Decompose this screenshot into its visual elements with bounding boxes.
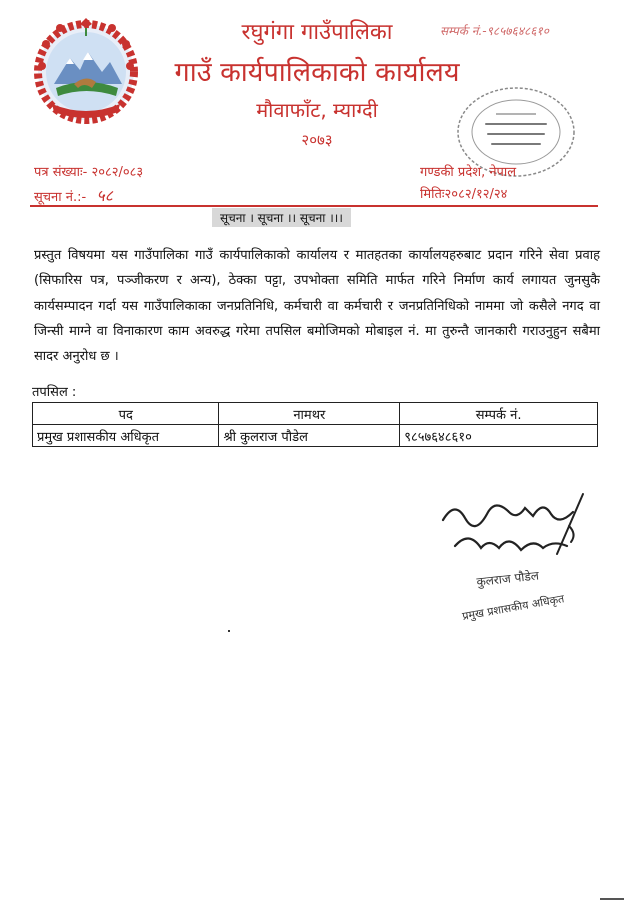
office-name: गाउँ कार्यपालिकाको कार्यालय bbox=[174, 57, 460, 88]
office-location: मौवाफाँट, म्याग्दी bbox=[256, 98, 378, 122]
header-divider bbox=[30, 205, 598, 207]
cell-position: प्रमुख प्रशासकीय अधिकृत bbox=[33, 425, 219, 447]
table-header-row bbox=[33, 403, 598, 425]
established-year: २०७३ bbox=[301, 131, 333, 149]
letter-number: पत्र संख्याः- २०८२/०८३ bbox=[34, 165, 144, 180]
notice-body: प्रस्तुत विषयमा यस गाउँपालिका गाउँ कार्यपालिकाको कार्यालय र मातहतका कार्यालयहरुबाट प्रदान गरिने सेवा प्रवाह (सिफारिस पत्र, पञ्जीकरण र अन्य), ठेक्का पट्टा, उपभोक्ता समिति मार्फत गरिने निर्माण कार्य लगायत जुनसुकै कार्यसम्पादन गर्दा यस गाउँपालिकाका जनप्रतिनिधि, कर्मचारी वा कर्मचारी र जनप्रतिनिधिको नाममा जो कसैले नगद वा जिन्सी माग्ने वा विनाकारण काम अवरुद्ध गरेमा तपसिल बमोजिमको मोबाइल नं. मा तुरुन्तै जानकारी गराउनुहुन सबैमा सादर अनुरोध छ । bbox=[34, 248, 600, 365]
signatory-title: प्रमुख प्रशासकीय अधिकृत bbox=[461, 592, 566, 623]
column-header-contact: सम्पर्क नं. bbox=[400, 403, 598, 425]
column-header-name: नामथर bbox=[219, 403, 400, 425]
page-edge-mark bbox=[600, 898, 624, 900]
notice-banner: सूचना । सूचना ।। सूचना ।।। bbox=[212, 208, 351, 227]
signatory-name: कुलराज पौडेल bbox=[475, 568, 540, 589]
contact-number: सम्पर्क नं.-९८५७६४८६१० bbox=[440, 24, 549, 38]
cell-name: श्री कुलराज पौडेल bbox=[219, 425, 400, 447]
municipality-name: रघुगंगा गाउँपालिका bbox=[241, 20, 393, 45]
cell-contact: ९८५७६४८६१० bbox=[400, 425, 598, 447]
notice-number-value: ५८ bbox=[96, 186, 113, 205]
signature-icon bbox=[425, 490, 600, 630]
notice-number bbox=[34, 184, 113, 206]
table-row bbox=[33, 425, 598, 447]
list-label: तपसिल : bbox=[32, 385, 77, 400]
ink-speck bbox=[228, 630, 230, 632]
column-header-position: पद bbox=[33, 403, 219, 425]
notice-number-label: सूचना नं.:- bbox=[34, 190, 87, 205]
letter-date: मितिः२०८२/१२/२४ bbox=[420, 187, 508, 202]
contact-table bbox=[32, 402, 598, 447]
province-name: गण्डकी प्रदेश, नेपाल bbox=[420, 165, 517, 180]
